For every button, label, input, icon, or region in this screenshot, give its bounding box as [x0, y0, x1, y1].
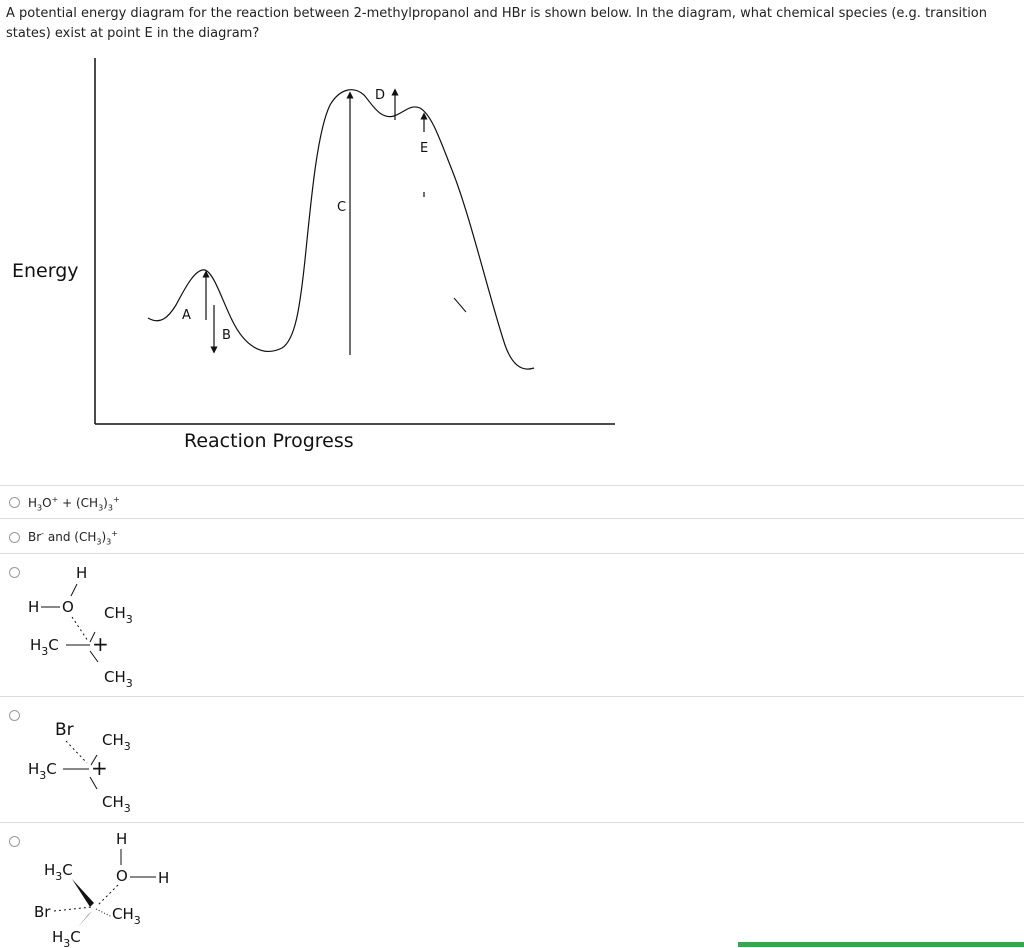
point-label-b: B [222, 328, 231, 343]
point-label-e: E [420, 141, 429, 156]
option-4-row[interactable] [0, 696, 1024, 823]
point-label-a: A [182, 308, 191, 323]
svg-text:Br: Br [55, 720, 74, 740]
reaction-progress-label: Reaction Progress [184, 430, 354, 452]
svg-text:CH3: $CH_3$ [102, 731, 131, 753]
svg-text:H: H [28, 598, 40, 616]
option-2-label: Br- and $(CH_3)_3^+$ [28, 529, 118, 547]
svg-text:CH3: $CH_3$ [112, 905, 141, 927]
svg-text:+: + [92, 632, 109, 656]
svg-text:+: + [91, 756, 108, 780]
svg-text:Br: Br [34, 903, 51, 921]
svg-text:CH3: $CH_3$ [104, 668, 133, 690]
energy-curve [148, 90, 534, 369]
option-3-structure [20, 554, 180, 694]
svg-text:O: O [116, 867, 128, 885]
potential-energy-diagram [0, 50, 640, 470]
svg-text:H3C: $H_3C$ [44, 861, 73, 883]
option-3-radio[interactable] [9, 567, 20, 578]
option-1-label: $H_3O^+ + (CH_3)_3^+$ [28, 495, 120, 513]
option-4-radio[interactable] [9, 710, 20, 721]
svg-text:H3C: $H_3C$ [30, 636, 59, 658]
energy-axis-label: Energy [12, 260, 79, 282]
svg-text:O: O [62, 598, 74, 616]
option-4-structure [20, 697, 180, 823]
option-3-row[interactable] [0, 553, 1024, 697]
point-label-c: C [337, 200, 347, 215]
svg-text:H: H [76, 564, 88, 582]
svg-text:H3C: $H_3C$ [28, 760, 57, 782]
option-5-structure [20, 823, 200, 948]
progress-bar [738, 942, 1024, 947]
option-2-radio[interactable] [9, 532, 20, 543]
svg-text:H: H [116, 830, 128, 848]
option-1-radio[interactable] [9, 497, 20, 508]
slash-mark [454, 298, 466, 312]
point-label-d: D [375, 88, 386, 103]
option-1-row[interactable] [0, 485, 1024, 519]
option-2-row[interactable] [0, 518, 1024, 554]
svg-text:H3C: $H_3C$ [52, 928, 81, 948]
svg-text:CH3: $CH_3$ [102, 793, 131, 815]
svg-text:H: H [158, 869, 170, 887]
option-5-radio[interactable] [9, 836, 20, 847]
question-text: A potential energy diagram for the reaction between 2-methylpropanol and HBr is shown below. In the diagram, what chemical species (e.g. transition states) exist at point E in the diagram? [6, 6, 987, 41]
svg-text:CH3: $CH_3$ [104, 604, 133, 626]
option-5-row[interactable] [0, 822, 1024, 948]
